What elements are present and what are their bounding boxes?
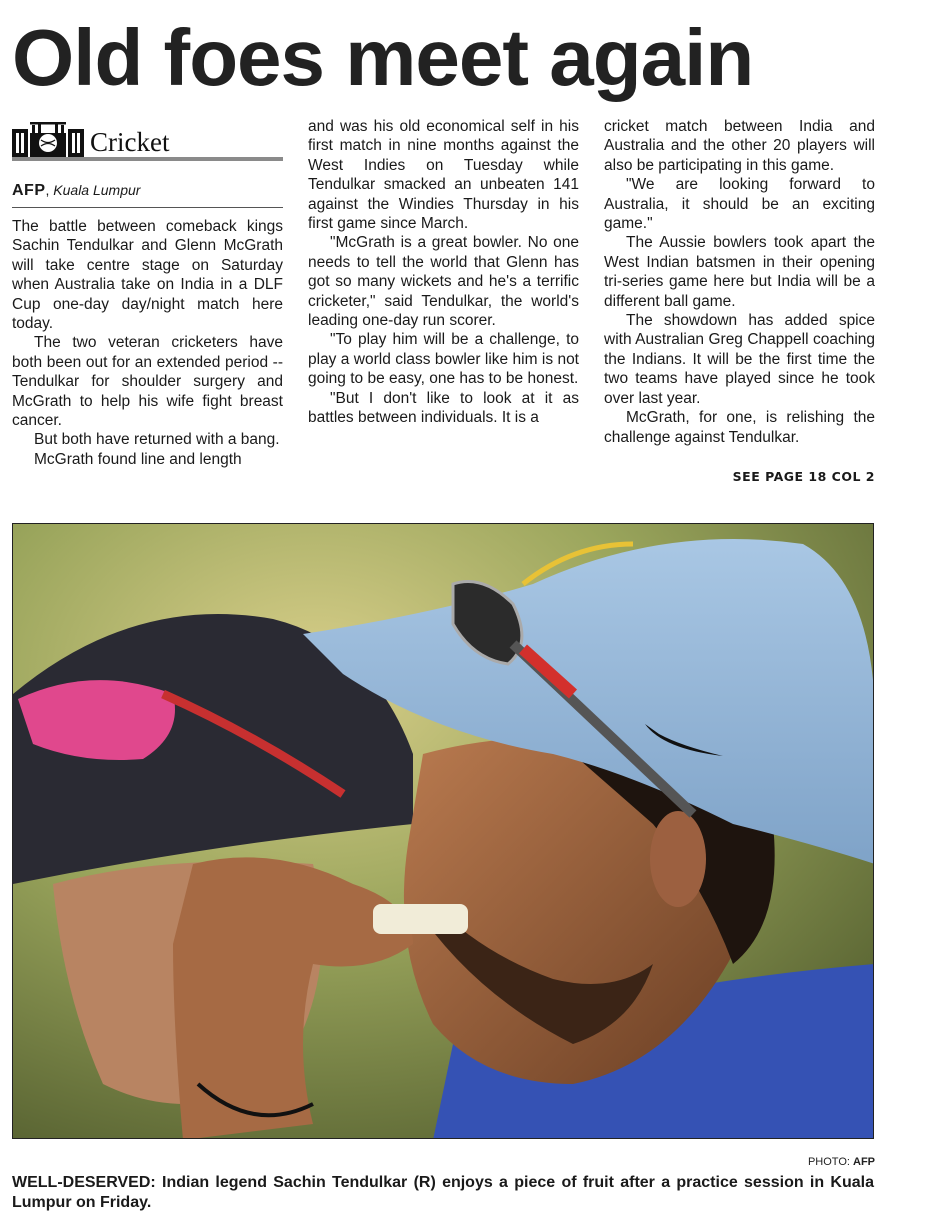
dateline-separator: , [45,182,54,198]
article-column-3 [604,117,875,447]
news-photo [12,523,874,1139]
paragraph: The showdown has added spice with Australian Greg Chappell coaching the Indians. It will be the first time the two teams have played since he took over last year. [604,312,875,407]
photo-illustration [13,524,874,1139]
paragraph: "We are looking forward to Australia, it should be an exciting game." [604,176,875,233]
section-kicker [12,117,283,157]
section-label: Cricket [90,127,170,157]
paragraph: cricket match between India and Australia and the other 20 players will also be participating in this game. [604,118,875,174]
paragraph: "To play him will be a challenge, to play a world class bowler like him is not going to be easy, one has to be honest. [308,331,579,388]
paragraph: The Aussie bowlers took apart the West Indian batsmen in their opening tri-series game here but India will be a different ball game. [604,234,875,310]
article-column-1 [12,117,283,469]
dateline [12,181,283,208]
photo-credit-agency: AFP [853,1156,875,1168]
section-rule [12,157,283,161]
photo-credit-prefix: PHOTO: [807,1156,853,1168]
dateline-place: Kuala Lumpur [53,182,141,198]
paragraph: McGrath found line and length [34,450,242,468]
jump-line: SEE PAGE 18 COL 2 [732,469,875,484]
paragraph: The two veteran cricketers have both been out for an extended period -- Tendulkar for shoulder surgery and McGrath to help his wife fight breast cancer. [12,334,283,430]
dateline-agency: AFP [12,182,46,199]
paragraph: and was his old economical self in his first match in nine months against the West Indies on Tuesday while Tendulkar smacked an unbeaten 141 against the Windies Thursday in his first game since March. [308,118,579,233]
article-column-2 [308,117,579,428]
cricket-icon [12,119,84,157]
fruit-piece [373,904,468,934]
photo-caption: WELL-DESERVED: Indian legend Sachin Tendulkar (R) enjoys a piece of fruit after a practice session in Kuala Lumpur on Friday. [12,1174,874,1211]
paragraph: McGrath, for one, is relishing the challenge against Tendulkar. [604,409,875,446]
paragraph: "But I don't like to look at it as battles between individuals. It is a [308,389,579,427]
paragraph: But both have returned with a bang. [34,431,280,449]
paragraph: "McGrath is a great bowler. No one needs to tell the world that Glenn has got so many wickets and he's a terrific cricketer," said Tendulkar, the world's leading one-day run scorer. [308,234,579,330]
paragraph: The battle between comeback kings Sachin Tendulkar and Glenn McGrath will take centre stage on Saturday when Australia take on India in a DLF Cup one-day day/night match here today. [12,218,283,333]
photo-credit [700,1156,875,1168]
headline: Old foes meet again [12,13,754,102]
